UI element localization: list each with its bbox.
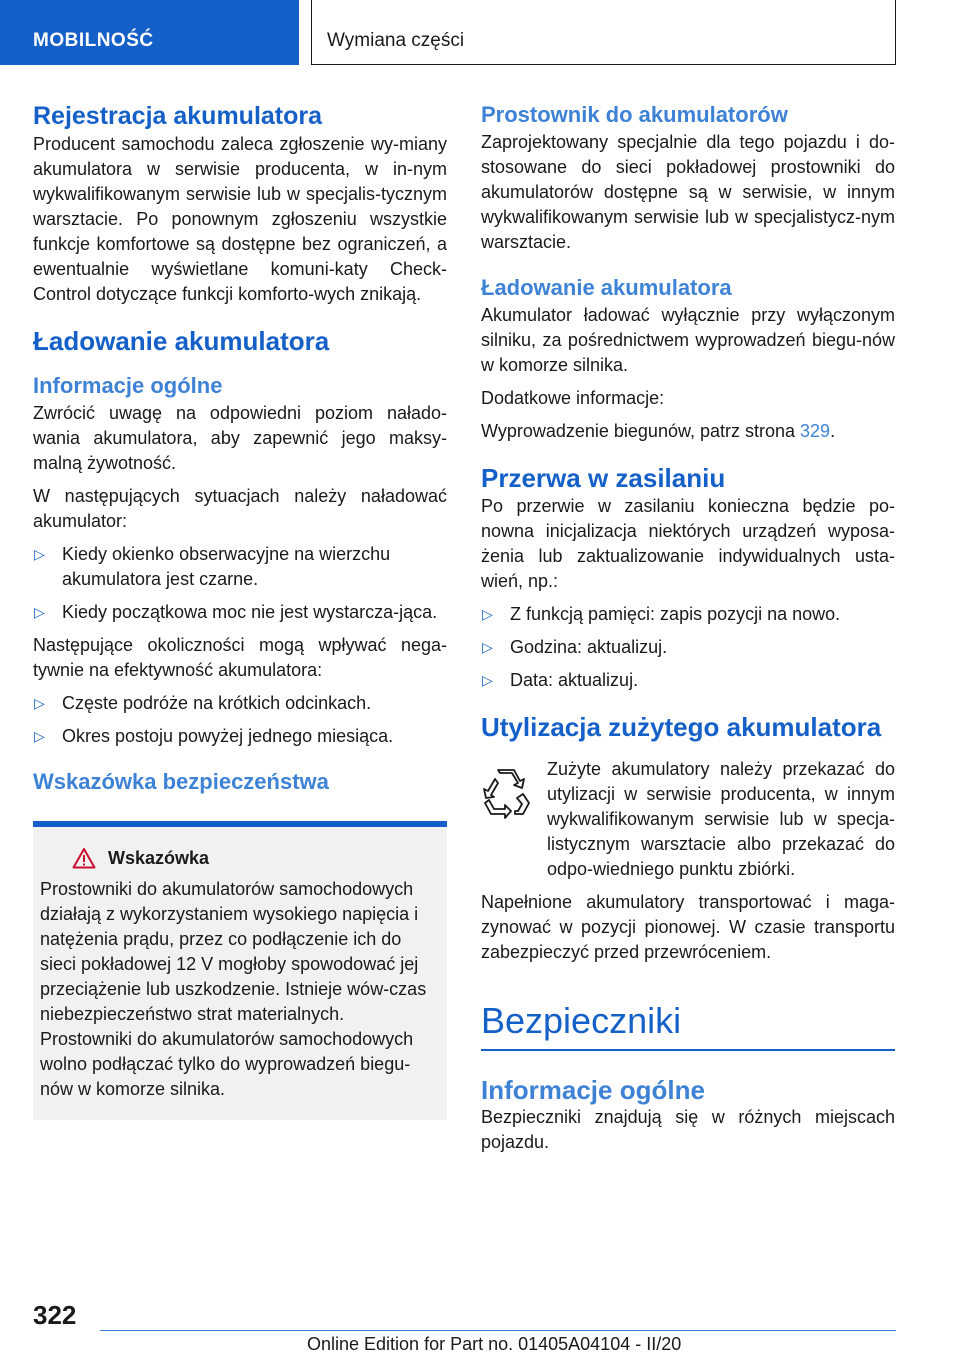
paragraph-fuses: Bezpieczniki znajdują się w różnych miejscach pojazdu. <box>481 1107 895 1152</box>
chapter-label: Wymiana części <box>327 30 465 51</box>
list-item: ▷ Godzina: aktualizuj. <box>481 635 895 660</box>
page-number: 322 <box>33 1300 77 1330</box>
triangle-right-icon: ▷ <box>34 695 45 711</box>
disposal-block <box>481 757 895 882</box>
triangle-right-icon: ▷ <box>34 604 45 620</box>
paragraph-general-2: W następujących sytuacjach należy naładować akumulator: <box>33 486 447 531</box>
paragraph-more-info: Dodatkowe informacje: <box>481 388 665 408</box>
paragraph-disposal-2: Napełnione akumulatory transportować i maga-zynować w pozycji pionowej. W czasie transportu zabezpieczyć przed przewróceniem. <box>481 892 895 962</box>
edition-note: Online Edition for Part no. 01405A04104 - II/20 <box>307 1334 682 1354</box>
triangle-right-icon: ▷ <box>482 606 493 622</box>
paragraph-registration: Producent samochodu zaleca zgłoszenie wy-miany akumulatora w serwisie producenta, w in-nym wykwalifikowanym serwisie lub w specjalis-tycznym warsztacie. Po ponownym zgłoszeniu wszystkie funkcje komfortowe są dostępne bez ograniczeń, a ewentualnie wyświetlane komuni-katy Check-Control dotyczące funkcji komforto-wych znikają. <box>33 134 447 304</box>
warning-title: Wskazówka <box>108 847 210 868</box>
list-reinit <box>481 602 895 693</box>
footer-divider <box>100 1330 896 1331</box>
paragraph-reference: Wyprowadzenie biegunów, patrz strona 329. <box>481 421 836 441</box>
triangle-right-icon: ▷ <box>482 639 493 655</box>
triangle-right-icon: ▷ <box>34 546 45 562</box>
list-circumstances <box>33 691 447 749</box>
heading-fuses: Bezpieczniki <box>481 999 895 1051</box>
paragraph-charging-right: Akumulator ładować wyłącznie przy wyłączonym silniku, za pośrednictwem wyprowadzeń biegu-nów w komorze silnika. <box>481 305 895 375</box>
paragraph-general-1: Zwrócić uwagę na odpowiedni poziom nałado-wania akumulatora, aby zapewnić jego maksy-malną żywotność. <box>33 403 447 473</box>
paragraph-general-3: Następujące okoliczności mogą wpływać nega-tywnie na efektywność akumulatora: <box>33 635 447 680</box>
list-item: ▷ Okres postoju powyżej jednego miesiąca. <box>33 724 447 749</box>
heading-charging: Ładowanie akumulatora <box>33 326 330 356</box>
paragraph-power-outage: Po przerwie w zasilaniu konieczna będzie po-nowna inicjalizacja niektórych urządzeń wyposa-żenia lub zaktualizowanie indywidualnych usta-wień, np.: <box>481 496 895 591</box>
heading-general-info: Informacje ogólne <box>33 373 223 398</box>
section-tab <box>0 0 299 65</box>
heading-safety: Wskazówka bezpieczeństwa <box>33 769 329 794</box>
section-label: MOBILNOŚĆ <box>33 30 154 51</box>
recycle-icon <box>481 767 531 819</box>
triangle-right-icon: ▷ <box>34 728 45 744</box>
list-item: ▷ Kiedy początkowa moc nie jest wystarcza-jąca. <box>33 600 447 625</box>
paragraph-disposal-1: Zużyte akumulatory należy przekazać do utylizacji w serwisie producenta, w innym wykwalifikowanym serwisie lub w specja-listycznym warsztacie albo przekazać do odpo-wiedniego punktu zbiórki. <box>547 759 895 879</box>
warning-title-row <box>40 847 437 869</box>
heading-disposal: Utylizacja zużytego akumulatora <box>481 712 882 742</box>
chapter-tab <box>311 0 896 65</box>
list-item: ▷ Częste podróże na krótkich odcinkach. <box>33 691 447 716</box>
left-column <box>33 100 447 1120</box>
list-item: ▷ Z funkcją pamięci: zapis pozycji na nowo. <box>481 602 895 627</box>
heading-charger: Prostownik do akumulatorów <box>481 102 788 127</box>
heading-fuses-general: Informacje ogólne <box>481 1075 705 1105</box>
list-charge-situations <box>33 542 447 625</box>
heading-charging-right: Ładowanie akumulatora <box>481 275 732 300</box>
list-item: ▷ Kiedy okienko obserwacyjne na wierzchu akumulatora jest czarne. <box>34 544 391 589</box>
right-column <box>481 100 895 1163</box>
warning-box <box>33 821 447 1120</box>
triangle-right-icon: ▷ <box>482 672 493 688</box>
warning-text: Prostowniki do akumulatorów samochodowych działają z wykorzystaniem wysokiego napięcia i natężenia prądu, przez co podłączenie ich do sieci pokładowej 12 V mogłoby spowodować jej przeciążenie lub uszkodzenie. Istnieje wów-czas niebezpieczeństwo strat materialnych. Prostowniki do akumulatorów samochodowych wolno podłączać tylko do wyprowadzeń biegu-nów w komorze silnika. <box>40 879 427 1099</box>
page-reference-link[interactable]: 329 <box>800 421 831 441</box>
paragraph-charger: Zaprojektowany specjalnie dla tego pojazdu i do-stosowane do sieci pokładowej prostowniki do akumulatorów dostępne są w serwisie, w innym wykwalifikowanym serwisie lub w specjalistycz-nym warsztacie. <box>481 132 895 252</box>
heading-power-outage: Przerwa w zasilaniu <box>481 463 726 493</box>
warning-triangle-icon <box>72 847 96 869</box>
heading-registration: Rejestracja akumulatora <box>33 102 323 130</box>
list-item: ▷ Data: aktualizuj. <box>481 668 895 693</box>
